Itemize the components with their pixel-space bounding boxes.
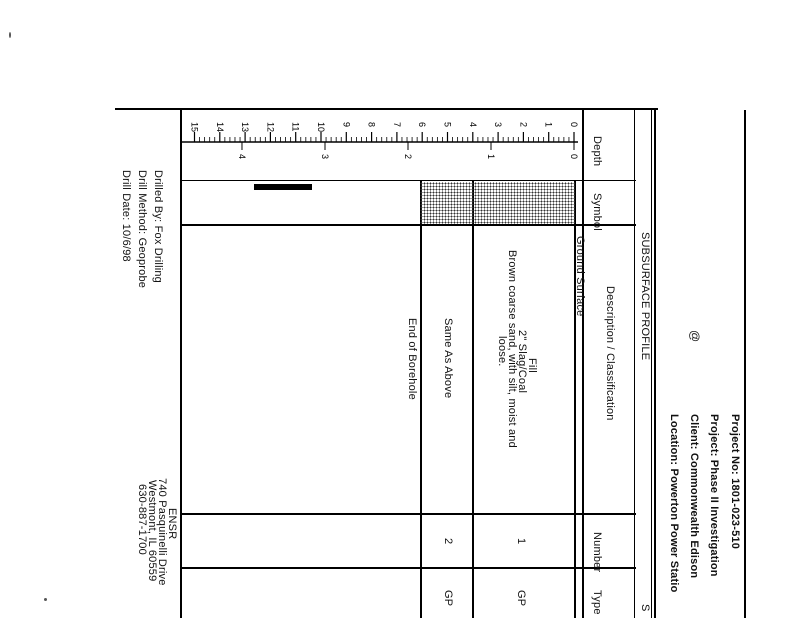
ruler-meter-label: 4: [236, 154, 247, 160]
frame-right-outer: [744, 110, 746, 618]
ruler-feet-label: 2: [518, 122, 529, 128]
scan-speck: [9, 32, 11, 38]
depth-ruler: [182, 118, 582, 178]
ruler-meter-label: 2: [402, 154, 413, 160]
ruler-meter-label: 0: [569, 154, 579, 160]
company-address-1: 740 Pasquinelli Drive: [156, 478, 168, 586]
description-number-divider: [182, 513, 636, 515]
ruler-feet-label: 4: [467, 122, 478, 128]
layer-2-type: GP: [442, 590, 454, 607]
ruler-feet-label: 6: [417, 122, 428, 128]
frame-right-inner: [654, 110, 656, 618]
layer-1-line1: 2" Slag/Coal: [516, 330, 528, 394]
project-name: Project: Phase II Investigation: [708, 414, 720, 577]
company-name: ENSR: [166, 508, 178, 540]
column-header-depth: Depth: [591, 136, 603, 167]
ruler-meter-label: 3: [319, 154, 330, 160]
layer-1-type: GP: [515, 590, 527, 607]
symbol-description-divider: [182, 224, 636, 226]
ruler-feet-label: 7: [391, 122, 402, 128]
column-header-type: Type: [591, 590, 603, 615]
ruler-feet-label: 0: [569, 122, 579, 128]
company-phone: 630-887-1700: [136, 484, 148, 555]
location-name: Location: Powerton Power Statio: [668, 414, 680, 593]
drill-method: Drill Method: Geoprobe: [136, 170, 148, 289]
frame-top: [115, 108, 658, 110]
frame-right-inner2: [651, 110, 652, 618]
scan-speck: [44, 598, 47, 601]
layer-1-line2: Brown coarse sand, with silt, moist and: [506, 250, 518, 448]
drill-date: Drill Date: 10/6/98: [120, 170, 132, 262]
company-address-2: Westmont, IL 60559: [146, 480, 158, 582]
ruler-feet-label: 8: [366, 122, 377, 128]
layer-2-number: 2: [442, 538, 454, 545]
client-name: Client: Commonwealth Edison: [688, 414, 700, 579]
ruler-feet-label: 9: [341, 122, 352, 128]
ruler-feet-label: 12: [265, 122, 276, 133]
symbol-dark-mark: [254, 184, 312, 190]
drilled-by: Drilled By: Fox Drilling: [152, 170, 164, 283]
ruler-feet-label: 15: [189, 122, 200, 133]
ruler-feet-label: 5: [442, 122, 453, 128]
footer-divider: [180, 110, 182, 618]
ruler-feet-label: 11: [290, 122, 301, 132]
layer-boundary-2: [420, 180, 422, 618]
client-logo: @: [688, 330, 702, 343]
profile-title-divider: [634, 110, 635, 618]
depth-symbol-divider: [182, 180, 636, 181]
ruler-meter-label: 1: [485, 154, 496, 160]
ruler-feet-label: 14: [214, 122, 225, 133]
ruler-feet-label: 3: [493, 122, 504, 128]
symbol-fill-pattern: [420, 182, 575, 224]
ground-surface-label: Ground Surface: [574, 236, 586, 317]
column-header-symbol: Symbol: [591, 193, 603, 231]
number-type-divider: [182, 567, 636, 569]
column-header-divider: [582, 110, 584, 618]
column-edge-label: S: [639, 604, 651, 612]
column-header-number: Number: [591, 532, 603, 573]
layer-1-number: 1: [515, 538, 527, 545]
end-of-borehole: End of Borehole: [406, 318, 418, 400]
layer-boundary-1: [472, 180, 474, 618]
column-header-description: Description / Classification: [604, 286, 616, 421]
ruler-feet-label: 10: [316, 122, 326, 133]
layer-1-line3: loose.: [496, 336, 508, 367]
section-title: SUBSURFACE PROFILE: [639, 232, 651, 361]
layer-2-title: Same As Above: [442, 318, 454, 399]
project-number: Project No: 1801-023-510: [729, 414, 741, 550]
ruler-feet-label: 13: [240, 122, 251, 133]
ruler-feet-label: 1: [543, 122, 554, 128]
layer-1-title: Fill: [526, 358, 538, 373]
